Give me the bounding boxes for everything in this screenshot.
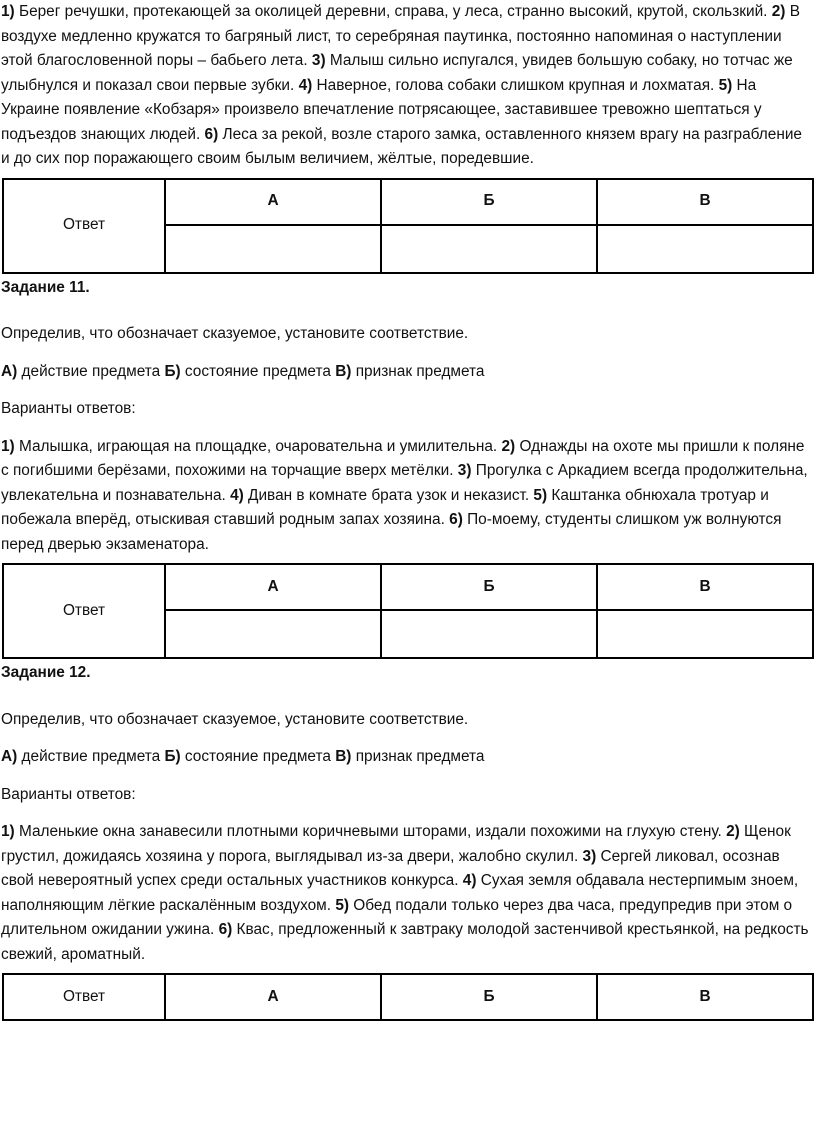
answer-label: Ответ bbox=[3, 179, 165, 273]
item-number: 3) bbox=[457, 462, 472, 479]
answer-table-10 bbox=[2, 178, 814, 274]
item-text: Обед подали только через два часа, предупредив при этом о длительном ожидании ужина. bbox=[1, 896, 793, 938]
option-letter: Б) bbox=[164, 748, 181, 765]
task11-options bbox=[0, 360, 816, 385]
item-number: 3) bbox=[582, 847, 597, 865]
option-text: действие предмета bbox=[17, 748, 165, 765]
option-letter: А) bbox=[1, 748, 18, 765]
option-text: действие предмета bbox=[17, 362, 165, 380]
column-b-header: Б bbox=[381, 974, 597, 1020]
task11-instruction: Определив, что обозначает сказуемое, установите соответствие. bbox=[1, 325, 469, 342]
item-text: Сухая земля обдавала нестерпимым зноем, наполняющим лёгкие раскалённым воздухом. bbox=[1, 872, 799, 914]
answer-table-12 bbox=[2, 973, 814, 1021]
answer-cell-a[interactable] bbox=[165, 225, 381, 273]
item-text: В воздухе медленно кружатся то багряный лист, то серебряная паутинка, постоянно напоминая о наступлении этой благословенной поры – бабьего лета. bbox=[1, 3, 800, 69]
item-text: Леса за рекой, возле старого замка, оставленного князем врагу на разграбление и до сих пор поражающего своим былым величием, жёлтые, поредевшие. bbox=[1, 125, 802, 167]
item-number: 5) bbox=[335, 896, 349, 914]
item-text: Малыш сильно испугался, увидев большую собаку, но тотчас же улыбнулся и показал свои первые зубки. bbox=[1, 52, 793, 94]
column-c-header: В bbox=[597, 564, 813, 610]
column-b-header: Б bbox=[381, 179, 597, 225]
item-text: Прогулка с Аркадием всегда продолжительна, увлекательна и познавательна. bbox=[1, 462, 808, 504]
column-c-header: В bbox=[597, 974, 813, 1020]
task12-variants-label: Варианты ответов: bbox=[1, 785, 136, 803]
item-text: Диван в комнате брата узок и неказист. bbox=[243, 486, 534, 504]
item-text: По-моему, студенты слишком уж волнуются перед дверью экзаменатора. bbox=[1, 511, 782, 553]
item-text: Малышка, играющая на площадке, очаровательна и умилительна. bbox=[14, 437, 502, 455]
item-number: 2) bbox=[726, 823, 740, 840]
option-letter: Б) bbox=[164, 362, 181, 380]
item-text: На Украине появление «Кобзаря» произвело впечатление потрясающее, заставившее тревожно шептаться у подъездов знающих людей. bbox=[1, 76, 762, 143]
item-number: 5) bbox=[533, 486, 548, 504]
item-text: Маленькие окна занавесили плотными коричневыми шторами, издали похожими на глухую стену. bbox=[14, 823, 727, 840]
column-a-header: А bbox=[165, 974, 381, 1020]
item-text: Однажды на охоте мы пришли к поляне с погибшими берёзами, похожими на торчащие вверх метёлки. bbox=[1, 437, 805, 479]
item-number: 2) bbox=[771, 3, 786, 20]
task12-sentences bbox=[0, 820, 816, 967]
task11-variants-label: Варианты ответов: bbox=[1, 400, 136, 417]
item-text: Каштанка обнюхала тротуар и побежала вперёд, отыскивая ставший родным запах хозяина. bbox=[1, 486, 769, 528]
item-number: 1) bbox=[1, 823, 15, 840]
item-text: Берег речушки, протекающей за околицей деревни, справа, у леса, странно высокий, крутой, скользкий. bbox=[14, 3, 772, 20]
answer-label: Ответ bbox=[3, 974, 165, 1020]
column-c-header: В bbox=[597, 179, 813, 225]
task11-sentences bbox=[0, 435, 816, 558]
item-number: 5) bbox=[718, 76, 733, 94]
option-text: признак предмета bbox=[351, 362, 485, 380]
item-number: 6) bbox=[449, 511, 463, 528]
option-text: состояние предмета bbox=[180, 362, 336, 380]
option-letter: В) bbox=[335, 362, 352, 380]
column-a-header: А bbox=[165, 564, 381, 610]
item-number: 2) bbox=[501, 437, 516, 455]
answer-cell-c[interactable] bbox=[597, 225, 813, 273]
option-text: состояние предмета bbox=[180, 748, 336, 765]
answer-cell-b[interactable] bbox=[381, 610, 597, 658]
task10-sentences bbox=[0, 0, 816, 172]
task11-title: Задание 11. bbox=[1, 278, 90, 296]
option-letter: А) bbox=[1, 362, 18, 380]
answer-cell-b[interactable] bbox=[381, 225, 597, 273]
item-text: Сергей ликовал, осознав свой невероятный успех среди остальных участников конкурса. bbox=[1, 847, 780, 889]
option-letter: В) bbox=[335, 748, 352, 765]
column-b-header: Б bbox=[381, 564, 597, 610]
option-text: признак предмета bbox=[351, 748, 485, 765]
task12-instruction: Определив, что обозначает сказуемое, установите соответствие. bbox=[1, 710, 469, 728]
item-text: Квас, предложенный к завтраку молодой застенчивой крестьянкой, на редкость свежий, ароматный. bbox=[1, 921, 809, 963]
answer-cell-c[interactable] bbox=[597, 610, 813, 658]
answer-label: Ответ bbox=[3, 564, 165, 658]
item-text: Щенок грустил, дожидаясь хозяина у порога, выглядывал из-за двери, жалобно скулил. bbox=[1, 823, 791, 865]
item-number: 4) bbox=[462, 872, 477, 889]
task12-options bbox=[0, 745, 816, 770]
answer-table-11 bbox=[2, 563, 814, 659]
item-number: 4) bbox=[230, 486, 244, 504]
task12-title: Задание 12. bbox=[1, 664, 91, 681]
item-number: 6) bbox=[204, 125, 219, 143]
column-a-header: А bbox=[165, 179, 381, 225]
item-number: 3) bbox=[311, 52, 326, 69]
item-text: Наверное, голова собаки слишком крупная и лохматая. bbox=[312, 76, 719, 94]
item-number: 1) bbox=[1, 437, 15, 455]
answer-cell-a[interactable] bbox=[165, 610, 381, 658]
item-number: 1) bbox=[1, 3, 15, 20]
item-number: 6) bbox=[218, 921, 233, 938]
item-number: 4) bbox=[298, 76, 313, 94]
